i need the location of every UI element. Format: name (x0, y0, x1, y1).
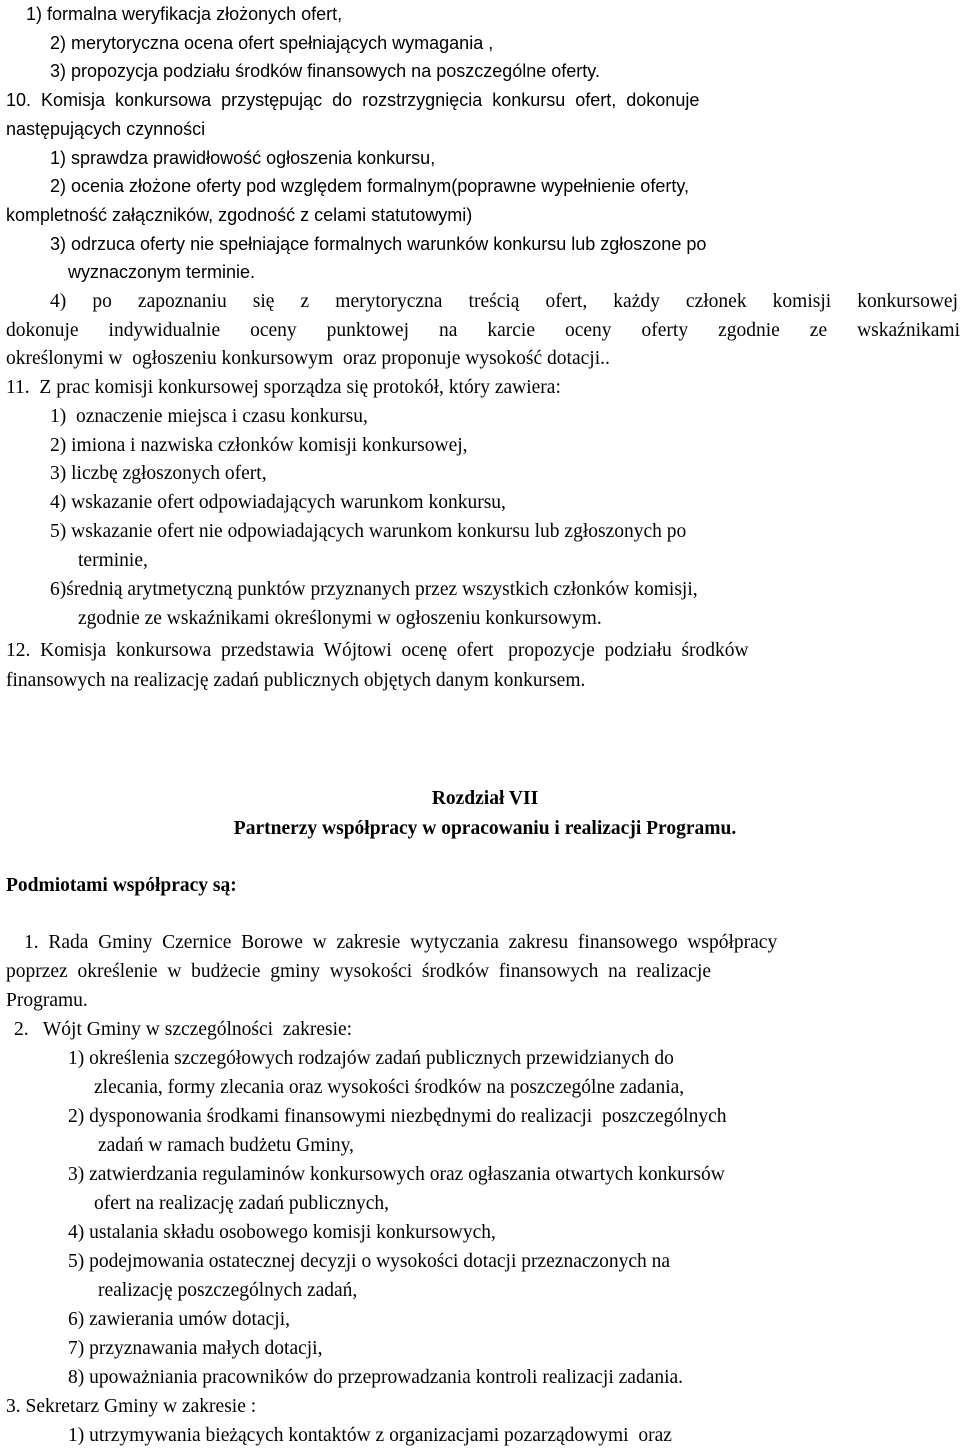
list-item: 2) imiona i nazwiska członków komisji konkursowej, (50, 435, 468, 456)
list-item: 4) wskazanie ofert odpowiadających warunkom konkursu, (50, 492, 506, 513)
list-item: 3) odrzuca oferty nie spełniające formalnych warunków konkursu lub zgłoszone po (50, 234, 707, 254)
chapter-title: Rozdział VII (431, 788, 539, 809)
list-item: 1) utrzymywania bieżących kontaktów z organizacjami pozarządowymi oraz (68, 1425, 672, 1446)
paragraph-line: 11. Z prac komisji konkursowej sporządza się protokół, który zawiera: (6, 377, 561, 398)
paragraph-line: następujących czynności (6, 119, 206, 139)
list-item: 5) wskazanie ofert nie odpowiadających warunkom konkursu lub zgłoszonych po (50, 521, 687, 542)
list-item: 1) formalna weryfikacja złożonych ofert, (26, 4, 343, 24)
list-item: 1) sprawdza prawidłowość ogłoszenia konkursu, (50, 148, 436, 168)
list-item: 2) ocenia złożone oferty pod względem formalnym(poprawne wypełnienie oferty, (50, 176, 689, 196)
list-item: 4) ustalania składu osobowego komisji konkursowych, (68, 1222, 496, 1243)
list-item: 7) przyznawania małych dotacji, (68, 1338, 323, 1359)
list-item: zgodnie ze wskaźnikami określonymi w ogłoszeniu konkursowym. (78, 608, 602, 629)
list-item: 8) upoważniania pracowników do przeprowadzania kontroli realizacji zadania. (68, 1367, 684, 1388)
list-item: 6)średnią arytmetyczną punktów przyznanych przez wszystkich członków komisji, (50, 579, 698, 600)
paragraph-line: poprzez określenie w budżecie gminy wysokości środków finansowych na realizacje (6, 961, 712, 982)
list-item: 2) dysponowania środkami finansowymi niezbędnymi do realizacji poszczególnych (68, 1106, 727, 1127)
paragraph-line: 1. Rada Gminy Czernice Borowe w zakresie wytyczania zakresu finansowego współpracy (24, 932, 778, 953)
paragraph-line: finansowych na realizację zadań publicznych objętych danym konkursem. (6, 670, 586, 691)
paragraph-line: 10. Komisja konkursowa przystępując do rozstrzygnięcia konkursu ofert, dokonuje (6, 90, 700, 110)
paragraph-line: dokonuje indywidualnie oceny punktowej na karcie oceny oferty zgodnie ze wskaźnikami (6, 320, 960, 341)
list-item: 3) propozycja podziału środków finansowych na poszczególne oferty. (50, 61, 600, 81)
list-item: kompletność załączników, zgodność z celami statutowymi) (6, 205, 473, 225)
section-heading: Podmiotami współpracy są: (6, 875, 237, 896)
list-item: zlecania, formy zlecania oraz wysokości środków na poszczególne zadania, (94, 1077, 685, 1098)
list-item: 1) określenia szczegółowych rodzajów zadań publicznych przewidzianych do (68, 1048, 674, 1069)
list-item: 3) zatwierdzania regulaminów konkursowych oraz ogłaszania otwartych konkursów (68, 1164, 725, 1185)
list-item: 5) podejmowania ostatecznej decyzji o wysokości dotacji przeznaczonych na (68, 1251, 671, 1272)
list-item: ofert na realizację zadań publicznych, (94, 1193, 390, 1214)
list-item: 6) zawierania umów dotacji, (68, 1309, 290, 1330)
list-item: 3) liczbę zgłoszonych ofert, (50, 463, 267, 484)
paragraph-line: 12. Komisja konkursowa przedstawia Wójtowi ocenę ofert propozycje podziału środków (6, 640, 749, 661)
chapter-subtitle: Partnerzy współpracy w opracowaniu i realizacji Programu. (233, 818, 737, 839)
paragraph-line: 3. Sekretarz Gminy w zakresie : (6, 1396, 257, 1417)
paragraph-line: określonymi w ogłoszeniu konkursowym oraz proponuje wysokość dotacji.. (6, 348, 610, 369)
list-item: 1) oznaczenie miejsca i czasu konkursu, (50, 406, 368, 427)
list-item: 2) merytoryczna ocena ofert spełniających wymagania , (50, 33, 494, 53)
paragraph-line: 4) po zapoznaniu się z merytoryczna treścią ofert, każdy członek komisji konkursowej (50, 291, 958, 312)
list-item: zadań w ramach budżetu Gminy, (98, 1135, 354, 1156)
paragraph-line: 2. Wójt Gminy w szczególności zakresie: (14, 1019, 353, 1040)
list-item: wyznaczonym terminie. (68, 262, 256, 282)
list-item: realizację poszczególnych zadań, (98, 1280, 358, 1301)
list-item: terminie, (78, 550, 148, 571)
paragraph-line: Programu. (6, 990, 88, 1011)
